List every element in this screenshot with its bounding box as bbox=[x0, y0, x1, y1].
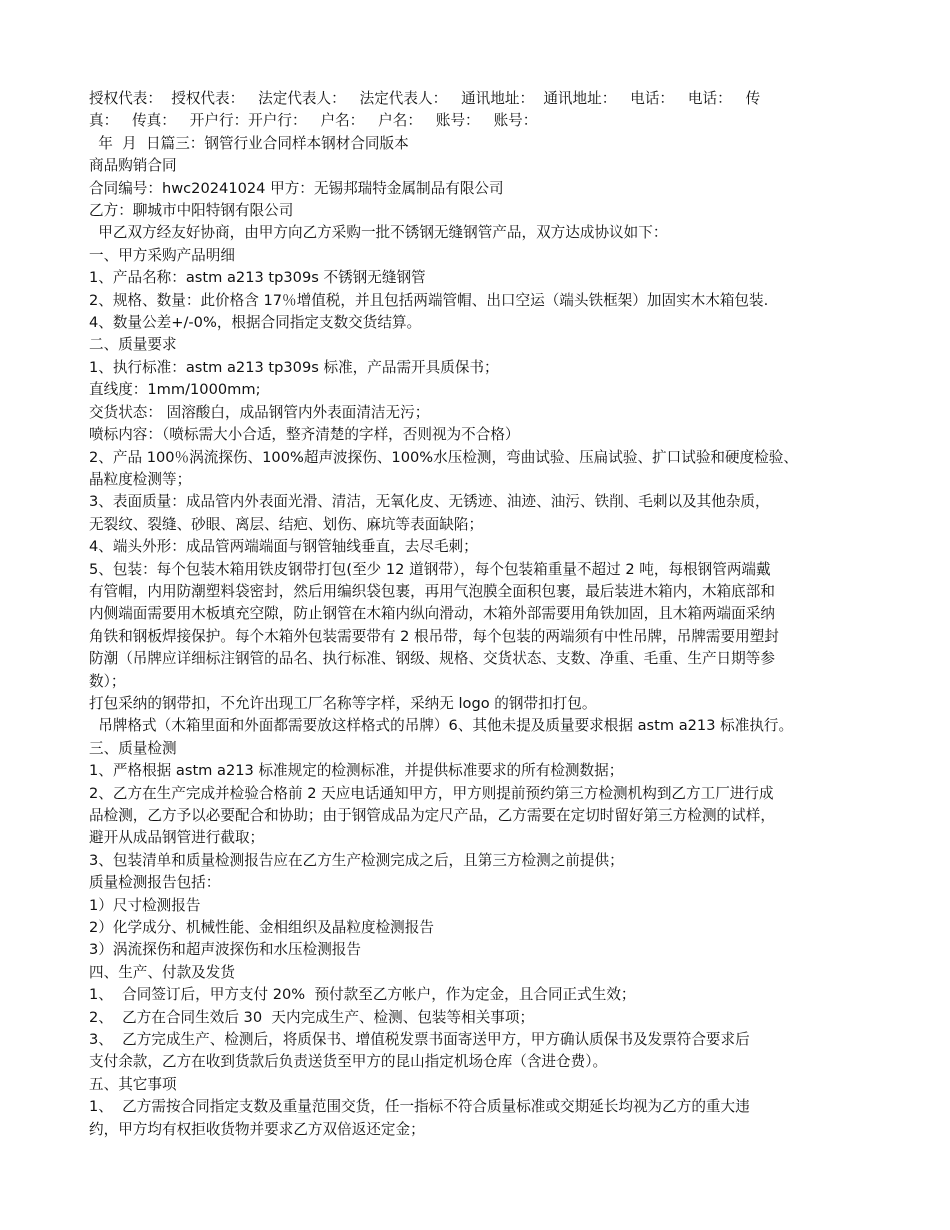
text-line: 2、产品 100％涡流探伤、100%超声波探伤、100%水压检测，弯曲试验、压扁试验、扩口试验和硬度检验、 bbox=[89, 448, 798, 466]
text-line: 授权代表： 授权代表： 法定代表人： 法定代表人： 通讯地址： 通讯地址： 电话： 电话： 传 bbox=[89, 90, 761, 107]
text-line: 四、生产、付款及发货 bbox=[89, 963, 235, 981]
text-line: 质量检测报告包括： bbox=[89, 874, 221, 892]
document-body bbox=[89, 88, 890, 1141]
text-line: 年 月 日篇三：钢管行业合同样本钢材合同版本 bbox=[89, 134, 409, 152]
text-line: 合同编号：hwc20241024 甲方：无锡邦瑞特金属制品有限公司 bbox=[89, 179, 504, 197]
text-line: 防潮（吊牌应详细标注钢管的品名、执行标准、钢级、规格、交货状态、支数、净重、毛重、生产日期等参 bbox=[89, 650, 775, 668]
text-line: 吊牌格式（木箱里面和外面都需要放这样格式的吊牌）6、其他未提及质量要求根据 astm a213 标准执行。 bbox=[89, 717, 794, 735]
text-line: 内侧端面需要用木板填充空隙，防止钢管在木箱内纵向滑动，木箱外部需要用角铁加固，且木箱两端面采纳 bbox=[89, 605, 775, 623]
text-line: 直线度：1mm/1000mm; bbox=[89, 381, 261, 399]
text-line: 2、 乙方在合同生效后 30 天内完成生产、检测、包装等相关事项； bbox=[89, 1008, 535, 1026]
text-line: 4、数量公差+/-0%，根据合同指定支数交货结算。 bbox=[89, 314, 422, 332]
text-line: 交货状态： 固溶酸白，成品钢管内外表面清洁无污； bbox=[89, 403, 430, 421]
text-line: 三、质量检测 bbox=[89, 739, 177, 757]
text-line: 品检测，乙方予以必要配合和协助；由于钢管成品为定尺产品，乙方需要在定切时留好第三方检测的试样， bbox=[89, 807, 775, 824]
text-line: 一、甲方采购产品明细 bbox=[89, 246, 235, 264]
text-line: 角铁和钢板焊接保护。每个木箱外包装需要带有 2 根吊带，每个包装的两端须有中性吊牌，吊牌需要用塑封 bbox=[89, 627, 779, 645]
text-line: 二、质量要求 bbox=[89, 336, 177, 354]
text-line: 约，甲方均有权拒收货物并要求乙方双倍返还定金； bbox=[89, 1120, 425, 1138]
text-line: 1、严格根据 astm a213 标准规定的检测标准，并提供标准要求的所有检测数据； bbox=[89, 762, 624, 780]
text-line: 2、乙方在生产完成并检验合格前 2 天应电话通知甲方，甲方则提前预约第三方检测机构到乙方工厂进行成 bbox=[89, 784, 774, 802]
text-line: 3、表面质量：成品管内外表面光滑、清洁，无氧化皮、无锈迹、油迹、油污、铁削、毛刺以及其他杂质， bbox=[89, 493, 770, 511]
text-line: 2）化学成分、机械性能、金相组织及晶粒度检测报告 bbox=[89, 919, 434, 937]
text-line: 打包采纳的钢带扣，不允许出现工厂名称等字样，采纳无 logo 的钢带扣打包。 bbox=[89, 694, 597, 712]
text-line: 1、 合同签订后，甲方支付 20% 预付款至乙方帐户，作为定金，且合同正式生效； bbox=[89, 986, 636, 1004]
text-line: 4、端头外形：成品管两端端面与钢管轴线垂直，去尽毛刺； bbox=[89, 538, 478, 556]
text-line: 1、 乙方需按合同指定支数及重量范围交货，任一指标不符合质量标准或交期延长均视为乙方的重大违 bbox=[89, 1098, 750, 1116]
text-line: 2、规格、数量：此价格含 17％增值税，并且包括两端管帽、出口空运（端头铁框架）加固实木木箱包装. bbox=[89, 291, 769, 309]
text-line: 真： 传真： 开户行：开户行： 户名： 户名： 账号： 账号： bbox=[89, 112, 538, 130]
text-line: 1、执行标准：astm a213 tp309s 标准，产品需开具质保书； bbox=[89, 358, 499, 376]
text-line: 喷标内容：（喷标需大小合适，整齐清楚的字样，否则视为不合格） bbox=[89, 426, 520, 444]
text-line: 商品购销合同 bbox=[89, 157, 177, 175]
text-line: 3）涡流探伤和超声波探伤和水压检测报告 bbox=[89, 941, 361, 959]
text-line: 无裂纹、裂缝、砂眼、离层、结疤、划伤、麻坑等表面缺陷； bbox=[89, 515, 484, 533]
text-line: 3、包装清单和质量检测报告应在乙方生产检测完成之后，且第三方检测之前提供； bbox=[89, 851, 624, 869]
text-line: 1、产品名称：astm a213 tp309s 不锈钢无缝钢管 bbox=[89, 269, 426, 287]
text-line: 有管帽，内用防潮塑料袋密封，然后用编织袋包裹，再用气泡膜全面积包裹，最后装进木箱内，木箱底部和 bbox=[89, 582, 775, 600]
text-line: 乙方：聊城市中阳特钢有限公司 bbox=[89, 202, 294, 220]
text-line: 晶粒度检测等； bbox=[89, 470, 192, 488]
text-line: 3、 乙方完成生产、检测后，将质保书、增值税发票书面寄送甲方，甲方确认质保书及发票符合要求后 bbox=[89, 1031, 750, 1049]
text-line: 5、包装：每个包装木箱用铁皮钢带打包(至少 12 道钢带），每个包装箱重量不超过 2 吨，每根钢管两端戴 bbox=[89, 560, 771, 578]
text-line: 数）； bbox=[89, 672, 126, 690]
text-line: 1）尺寸检测报告 bbox=[89, 896, 201, 914]
text-line: 甲乙双方经友好协商，由甲方向乙方采购一批不锈钢无缝钢管产品，双方达成协议如下： bbox=[89, 224, 668, 242]
text-line: 支付余款，乙方在收到货款后负责送货至甲方的昆山指定机场仓库（含进仓费）。 bbox=[89, 1053, 608, 1071]
text-line: 五、其它事项 bbox=[89, 1075, 177, 1093]
text-line: 避开从成品钢管进行截取； bbox=[89, 829, 265, 847]
